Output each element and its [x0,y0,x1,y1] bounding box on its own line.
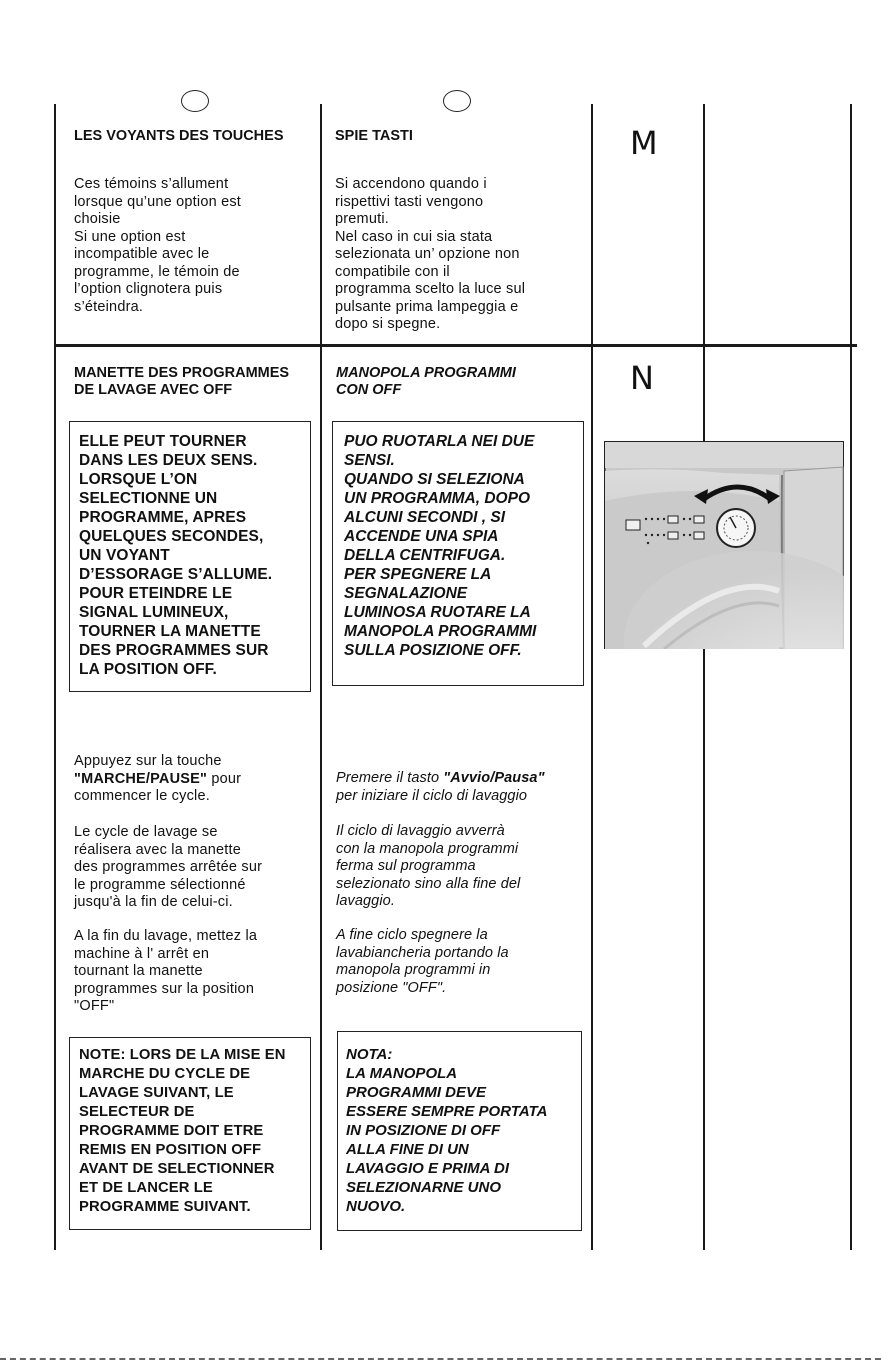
language-circle-icon-it [443,90,471,112]
column-rule-3 [591,104,593,1250]
it-info-box-text: PUO RUOTARLA NEI DUE SENSI. QUANDO SI SELEZIONA UN PROGRAMMA, DOPO ALCUNI SECONDI , SI ACCENDE UNA SPIA DELLA CENTRIFUGA. PER SPEGNERE LA SEGNALAZIONE LUMINOSA RUOTARE LA MANOPOLA PROGRAMMI SULLA POSIZIONE OFF. [344,433,537,659]
fr-start-line1: Appuyez sur la touche [74,753,222,769]
section-divider [54,344,857,347]
it-start-line2: per iniziare il ciclo di lavaggio [336,787,528,804]
it-start-line1: Premere il tasto [336,770,444,786]
fr-paragraph-start [74,753,314,806]
column-rule-4 [703,104,705,1250]
fr-note-text: NOTE: LORS DE LA MISE EN MARCHE DU CYCLE DE LAVAGE SUIVANT, LE SELECTEUR DE PROGRAMME DOIT ETRE REMIS EN POSITION OFF AVANT DE SELECTIONNER ET DE LANCER LE PROGRAMME SUIVANT. [79,1047,286,1215]
column-rule-5 [850,104,852,1250]
it-body-m: Si accendono quando i rispettivi tasti vengono premuti. Nel caso in cui sia stata selezionata un’ opzione non compatibile con il programma scelto la luce sul pulsante prima lampeggia e dopo si spegne. [335,176,526,332]
it-paragraph-end: A fine ciclo spegnere la lavabiancheria portando la manopola programmi in posizione "OFF". [336,927,509,996]
it-title-n: MANOPOLA PROGRAMMI CON OFF [336,365,516,398]
fr-info-box-text: ELLE PEUT TOURNER DANS LES DEUX SENS. LORSQUE L’ON SELECTIONNE UN PROGRAMME, APRES QUELQUES SECONDES, UN VOYANT D’ESSORAGE S’ALLUME. POUR ETEINDRE LE SIGNAL LUMINEUX, TOURNER LA MANETTE DES PROGRAMMES SUR LA POSITION OFF. [79,433,273,678]
fr-start-line2: pour [207,770,242,787]
fr-start-key: "MARCHE/PAUSE" [74,770,208,787]
section-letter-n: N [630,359,654,397]
fr-title-n: MANETTE DES PROGRAMMES DE LAVAGE AVEC OFF [74,365,290,398]
it-note-text: NOTA: LA MANOPOLA PROGRAMMI DEVE ESSERE SEMPRE PORTATA IN POSIZIONE DI OFF ALLA FINE DI UN LAVAGGIO E PRIMA DI SELEZIONARNE UNO NUOVO. [346,1046,548,1215]
it-paragraph-cycle: Il ciclo di lavaggio avverrà con la manopola programmi ferma sul programma selezionato sino alla fine del lavaggio. [336,823,521,909]
it-paragraph-start [336,770,586,805]
fr-paragraph-cycle: Le cycle de lavage se réalisera avec la manette des programmes arrêtée sur le programme sélectionné jusqu'à la fin de celui-ci. [74,824,263,910]
column-rule-1 [54,104,56,1250]
program-dial-illustration [604,441,844,649]
fr-paragraph-end: A la fin du lavage, mettez la machine à l' arrêt en tournant la manette programmes sur la position "OFF" [74,928,258,1014]
section-letter-m: M [630,124,658,162]
column-rule-2 [320,104,322,1250]
fr-start-line3: commencer le cycle. [74,788,210,804]
it-title-m: SPIE TASTI [335,128,413,144]
fr-body-m: Ces témoins s’allument lorsque qu’une option est choisie Si une option est incompatible avec le programme, le témoin de l’option clignotera puis s’éteindra. [74,176,242,315]
page-cut-line [0,1358,881,1360]
language-circle-icon-fr [181,90,209,112]
fr-title-m: LES VOYANTS DES TOUCHES [74,128,284,144]
it-start-key: "Avvio/Pausa" [443,770,545,786]
